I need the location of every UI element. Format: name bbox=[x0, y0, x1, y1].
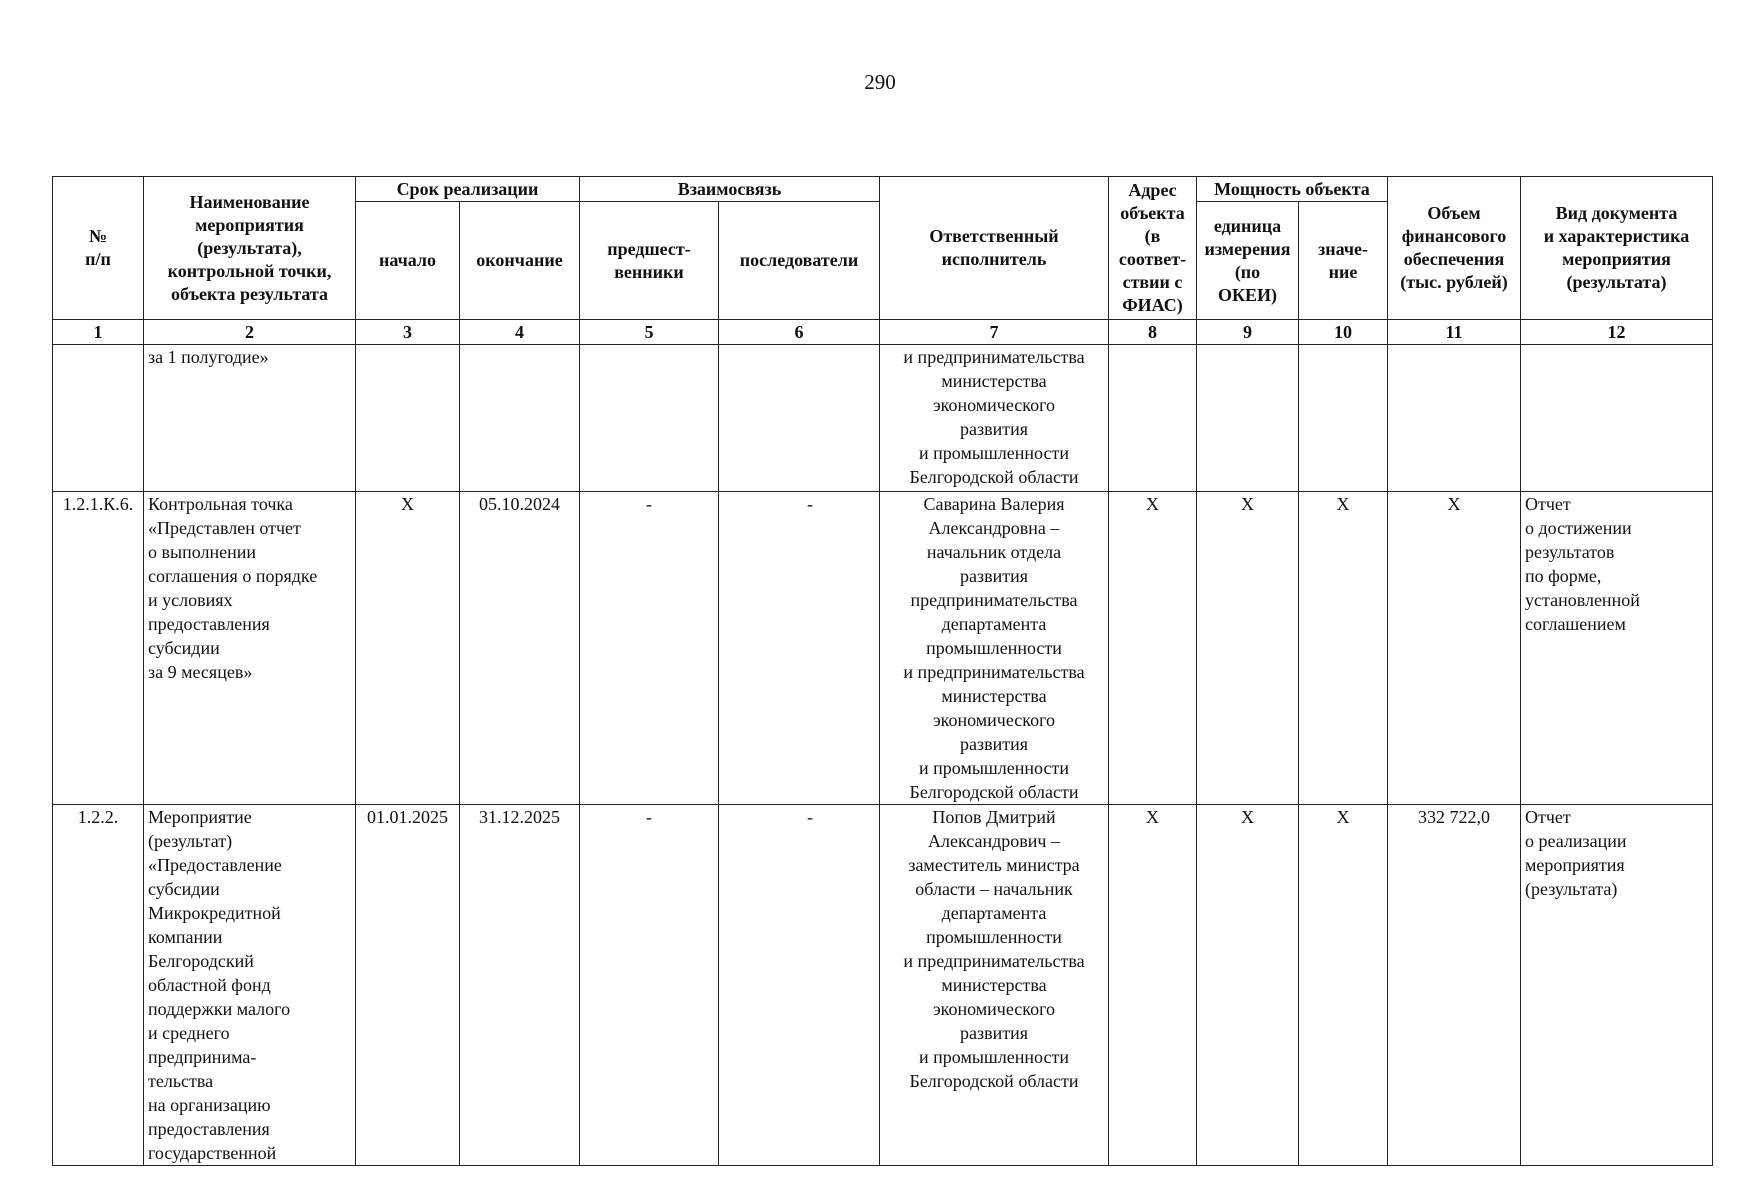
table-row bbox=[53, 345, 1713, 492]
row-pred: - bbox=[580, 492, 719, 805]
row-unit: X bbox=[1197, 805, 1299, 1166]
row-pred bbox=[580, 345, 719, 492]
header-num: № п/п bbox=[53, 177, 144, 320]
column-number: 8 bbox=[1109, 320, 1197, 345]
header-capacity-value: значе- ние bbox=[1299, 202, 1388, 320]
row-end: 31.12.2025 bbox=[460, 805, 580, 1166]
row-start: X bbox=[356, 492, 460, 805]
column-number: 6 bbox=[719, 320, 880, 345]
table-row bbox=[53, 805, 1713, 1166]
row-unit: X bbox=[1197, 492, 1299, 805]
row-start: 01.01.2025 bbox=[356, 805, 460, 1166]
row-finance: 332 722,0 bbox=[1388, 805, 1521, 1166]
row-name: за 1 полугодие» bbox=[144, 345, 356, 492]
column-number: 9 bbox=[1197, 320, 1299, 345]
row-end: 05.10.2024 bbox=[460, 492, 580, 805]
row-doc: Отчет о достижении результатов по форме, установленной соглашением bbox=[1521, 492, 1713, 805]
row-end bbox=[460, 345, 580, 492]
column-number: 2 bbox=[144, 320, 356, 345]
header-capacity-group: Мощность объекта bbox=[1197, 177, 1388, 202]
header-name: Наименование мероприятия (результата), контрольной точки, объекта результата bbox=[144, 177, 356, 320]
row-pred: - bbox=[580, 805, 719, 1166]
column-number: 5 bbox=[580, 320, 719, 345]
row-responsible: Попов Дмитрий Александрович – заместитель министра области – начальник департамента промышленности и предпринимательства министерства экономического развития и промышленности Белгородской области bbox=[880, 805, 1109, 1166]
column-number: 7 bbox=[880, 320, 1109, 345]
row-start bbox=[356, 345, 460, 492]
row-succ: - bbox=[719, 805, 880, 1166]
header-period-end: окончание bbox=[460, 202, 580, 320]
row-finance bbox=[1388, 345, 1521, 492]
header-period-group: Срок реализации bbox=[356, 177, 580, 202]
header-period-start: начало bbox=[356, 202, 460, 320]
row-value bbox=[1299, 345, 1388, 492]
row-unit bbox=[1197, 345, 1299, 492]
plan-table bbox=[52, 176, 1713, 1166]
row-address bbox=[1109, 345, 1197, 492]
header-responsible: Ответственный исполнитель bbox=[880, 177, 1109, 320]
row-doc bbox=[1521, 345, 1713, 492]
column-number-row bbox=[53, 320, 1713, 345]
row-succ bbox=[719, 345, 880, 492]
header-address: Адрес объекта (в соответ- ствии с ФИАС) bbox=[1109, 177, 1197, 320]
column-number: 1 bbox=[53, 320, 144, 345]
row-name: Контрольная точка «Представлен отчет о выполнении соглашения о порядке и условиях предоставления субсидии за 9 месяцев» bbox=[144, 492, 356, 805]
row-doc: Отчет о реализации мероприятия (результата) bbox=[1521, 805, 1713, 1166]
page-number: 290 bbox=[864, 70, 896, 94]
header-relation-pred: предшест- венники bbox=[580, 202, 719, 320]
row-num: 1.2.1.К.6. bbox=[53, 492, 144, 805]
row-name: Мероприятие (результат) «Предоставление субсидии Микрокредитной компании Белгородский областной фонд поддержки малого и среднего предпринима- тельства на организацию предоставления государственной bbox=[144, 805, 356, 1166]
row-value: X bbox=[1299, 492, 1388, 805]
header-relation-succ: последователи bbox=[719, 202, 880, 320]
header-relation-group: Взаимосвязь bbox=[580, 177, 880, 202]
column-number: 4 bbox=[460, 320, 580, 345]
row-responsible: и предпринимательства министерства экономического развития и промышленности Белгородской области bbox=[880, 345, 1109, 492]
row-num: 1.2.2. bbox=[53, 805, 144, 1166]
row-address: X bbox=[1109, 805, 1197, 1166]
column-number: 12 bbox=[1521, 320, 1713, 345]
header-row-top bbox=[53, 177, 1713, 202]
row-value: X bbox=[1299, 805, 1388, 1166]
row-finance: X bbox=[1388, 492, 1521, 805]
table-row bbox=[53, 492, 1713, 805]
column-number: 11 bbox=[1388, 320, 1521, 345]
header-capacity-unit: единица измерения (по ОКЕИ) bbox=[1197, 202, 1299, 320]
header-doc: Вид документа и характеристика мероприятия (результата) bbox=[1521, 177, 1713, 320]
row-succ: - bbox=[719, 492, 880, 805]
column-number: 3 bbox=[356, 320, 460, 345]
row-address: X bbox=[1109, 492, 1197, 805]
column-number: 10 bbox=[1299, 320, 1388, 345]
row-responsible: Саварина Валерия Александровна – начальник отдела развития предпринимательства департамента промышленности и предпринимательства министерства экономического развития и промышленности Белгородской области bbox=[880, 492, 1109, 805]
row-num bbox=[53, 345, 144, 492]
header-finance: Объем финансового обеспечения (тыс. рублей) bbox=[1388, 177, 1521, 320]
